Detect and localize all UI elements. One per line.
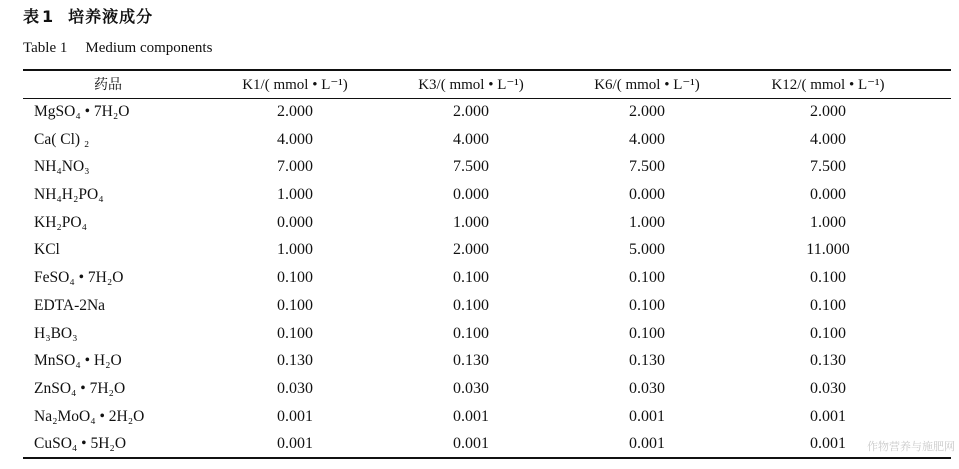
- table-caption-en: Medium components: [85, 40, 213, 56]
- table-row: [0, 264, 959, 292]
- table-row: [0, 209, 959, 237]
- concentration-value: 1.000: [277, 241, 313, 259]
- table-caption-cn: 培养液成分: [68, 7, 154, 26]
- reagent-name: MgSO₄ • 7H₂O: [34, 103, 130, 120]
- column-header-k1: K1/( mmol • L⁻¹): [242, 77, 348, 93]
- concentration-value: 0.100: [453, 269, 489, 287]
- concentration-value: 0.100: [629, 324, 665, 342]
- table-row: [0, 236, 959, 264]
- concentration-value: 7.500: [810, 158, 846, 176]
- concentration-value: 0.000: [810, 186, 846, 204]
- concentration-value: 0.100: [453, 324, 489, 342]
- concentration-value: 7.500: [629, 158, 665, 176]
- column-header-reagent: 药品: [94, 77, 122, 93]
- table-row: [0, 320, 959, 348]
- concentration-value: 4.000: [453, 130, 489, 148]
- reagent-name: NH₄H₂PO₄: [34, 186, 104, 204]
- reagent-name: NH₄NO₃: [34, 158, 90, 176]
- concentration-value: 0.001: [629, 407, 665, 425]
- concentration-value: 0.100: [810, 269, 846, 287]
- concentration-value: 0.001: [453, 435, 489, 453]
- concentration-value: 0.100: [810, 324, 846, 342]
- concentration-value: 7.500: [453, 158, 489, 176]
- table-number-cn: 1: [42, 7, 55, 26]
- concentration-value: 0.130: [629, 352, 665, 370]
- concentration-value: 0.100: [453, 296, 489, 314]
- watermark: 作物营养与施肥网: [867, 440, 955, 453]
- concentration-value: 2.000: [277, 103, 313, 120]
- concentration-value: 2.000: [810, 103, 846, 120]
- concentration-value: 7.000: [277, 158, 313, 176]
- column-header-k3: K3/( mmol • L⁻¹): [418, 77, 524, 93]
- table-row: [0, 126, 959, 154]
- concentration-value: 0.000: [453, 186, 489, 204]
- table-row: [0, 153, 959, 181]
- concentration-value: 0.100: [277, 269, 313, 287]
- concentration-value: 0.100: [810, 296, 846, 314]
- reagent-name: KH₂PO₄: [34, 213, 88, 231]
- concentration-value: 0.001: [810, 435, 846, 453]
- concentration-value: 2.000: [453, 241, 489, 259]
- concentration-value: 0.130: [810, 352, 846, 370]
- concentration-value: 0.100: [629, 269, 665, 287]
- concentration-value: 1.000: [453, 213, 489, 231]
- reagent-name: H₃BO₃: [34, 324, 78, 342]
- concentration-value: 0.030: [277, 379, 313, 397]
- concentration-value: 0.001: [277, 435, 313, 453]
- table-title-cn: [23, 4, 153, 27]
- reagent-name: FeSO₄ • 7H₂O: [34, 269, 124, 287]
- concentration-value: 11.000: [806, 241, 850, 259]
- table-row: [0, 375, 959, 403]
- table-row: [0, 347, 959, 375]
- table-row: [0, 403, 959, 431]
- table-top-rule: [23, 69, 951, 71]
- column-header-k6: K6/( mmol • L⁻¹): [594, 77, 700, 93]
- table-number-en: 1: [59, 40, 68, 56]
- concentration-value: 1.000: [277, 186, 313, 204]
- reagent-name: ZnSO₄ • 7H₂O: [34, 379, 126, 397]
- concentration-value: 0.100: [629, 296, 665, 314]
- table-row: [0, 181, 959, 209]
- reagent-name: MnSO₄ • H₂O: [34, 352, 122, 370]
- concentration-value: 0.100: [277, 296, 313, 314]
- concentration-value: 1.000: [810, 213, 846, 231]
- table-row: [0, 292, 959, 320]
- concentration-value: 4.000: [810, 130, 846, 148]
- table-row: [0, 98, 959, 126]
- reagent-name: Ca( Cl) ₂: [34, 130, 90, 148]
- concentration-value: 0.130: [277, 352, 313, 370]
- reagent-name: KCl: [34, 241, 60, 259]
- concentration-value: 0.130: [453, 352, 489, 370]
- concentration-value: 0.030: [810, 379, 846, 397]
- concentration-value: 4.000: [629, 130, 665, 148]
- concentration-value: 0.001: [810, 407, 846, 425]
- table-bottom-rule: [23, 457, 951, 459]
- reagent-name: EDTA-2Na: [34, 296, 106, 314]
- concentration-value: 0.000: [277, 213, 313, 231]
- concentration-value: 2.000: [629, 103, 665, 120]
- table-label-cn: 表: [23, 7, 41, 26]
- concentration-value: 1.000: [629, 213, 665, 231]
- concentration-value: 0.030: [453, 379, 489, 397]
- concentration-value: 0.001: [277, 407, 313, 425]
- concentration-value: 0.100: [277, 324, 313, 342]
- concentration-value: 5.000: [629, 241, 665, 259]
- reagent-name: Na₂MoO₄ • 2H₂O: [34, 407, 145, 425]
- table-title-en: [23, 40, 212, 57]
- table-label-en: Table: [23, 40, 57, 56]
- concentration-value: 2.000: [453, 103, 489, 120]
- concentration-value: 0.001: [629, 435, 665, 453]
- reagent-name: CuSO₄ • 5H₂O: [34, 435, 127, 453]
- concentration-value: 0.030: [629, 379, 665, 397]
- table-body: [0, 98, 959, 458]
- concentration-value: 4.000: [277, 130, 313, 148]
- concentration-value: 0.000: [629, 186, 665, 204]
- table-row: [0, 430, 959, 458]
- concentration-value: 0.001: [453, 407, 489, 425]
- column-header-k12: K12/( mmol • L⁻¹): [771, 77, 885, 93]
